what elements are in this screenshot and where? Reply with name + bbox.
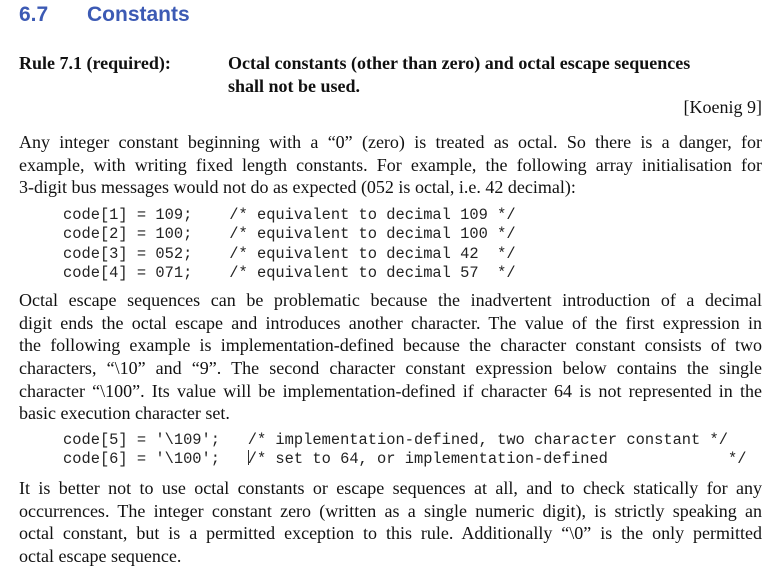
text-line: characters, “\10” and “9”. The second character constant expression below contains the single <box>19 358 762 379</box>
code-block-1 <box>63 206 516 283</box>
section-heading <box>19 3 190 27</box>
code-line: code[1] = 109; /* equivalent to decimal 109 */ <box>63 206 516 224</box>
code-line: code[5] = '\109'; /* implementation-defined, two character constant */ <box>63 431 728 449</box>
paragraph-3 <box>19 477 762 568</box>
code-text: /* set to 64, or implementation-defined */ <box>247 450 747 469</box>
text-line: octal escape sequence. <box>19 546 182 567</box>
text-line: character “\100”. Its value will be implementation-defined if character 64 is not represented in the <box>19 380 762 401</box>
text-line: It is better not to use octal constants or escape sequences at all, and to check statically for any <box>19 478 762 498</box>
section-number: 6.7 <box>19 3 49 26</box>
code-block-2 <box>63 431 746 470</box>
code-line: code[3] = 052; /* equivalent to decimal 42 */ <box>63 244 516 263</box>
paragraph-1 <box>19 131 762 199</box>
text-line: occurrences. The integer constant zero (written as a single numeric digit), is strictly speaking an <box>19 500 762 521</box>
code-line: code[2] = 100; /* equivalent to decimal 100 */ <box>63 225 516 244</box>
text-line: digit ends the octal escape and introduces another character. The value of the first expression in <box>19 312 762 333</box>
section-title: Constants <box>87 3 190 26</box>
rule-label: Rule 7.1 (required): <box>19 53 171 73</box>
text-line: Octal escape sequences can be problematic because the inadvertent introduction of a decimal <box>19 290 762 310</box>
text-line: Any integer constant beginning with a “0” (zero) is treated as octal. So there is a danger, for <box>19 132 762 152</box>
code-text: code[6] = '\100'; <box>63 450 248 469</box>
code-line <box>63 450 746 469</box>
rule-text-line: shall not be used. <box>228 76 361 96</box>
text-line: example, with writing fixed length constants. For example, the following array initialisation for <box>19 154 762 175</box>
reference: [Koenig 9] <box>683 97 762 117</box>
code-line: code[4] = 071; /* equivalent to decimal 57 */ <box>63 263 516 282</box>
text-line: 3-digit bus messages would not do as expected (052 is octal, i.e. 42 decimal): <box>19 177 576 198</box>
text-line: the following example is implementation-defined because the character constant consists of two <box>19 335 762 356</box>
rule-text-line: Octal constants (other than zero) and octal escape sequences <box>228 53 691 73</box>
rule-text <box>228 52 748 98</box>
paragraph-2 <box>19 289 762 425</box>
text-line: octal constant, but is a permitted exception to this rule. Additionally “\0” is the only permitted <box>19 523 762 544</box>
text-line: basic execution character set. <box>19 403 230 424</box>
